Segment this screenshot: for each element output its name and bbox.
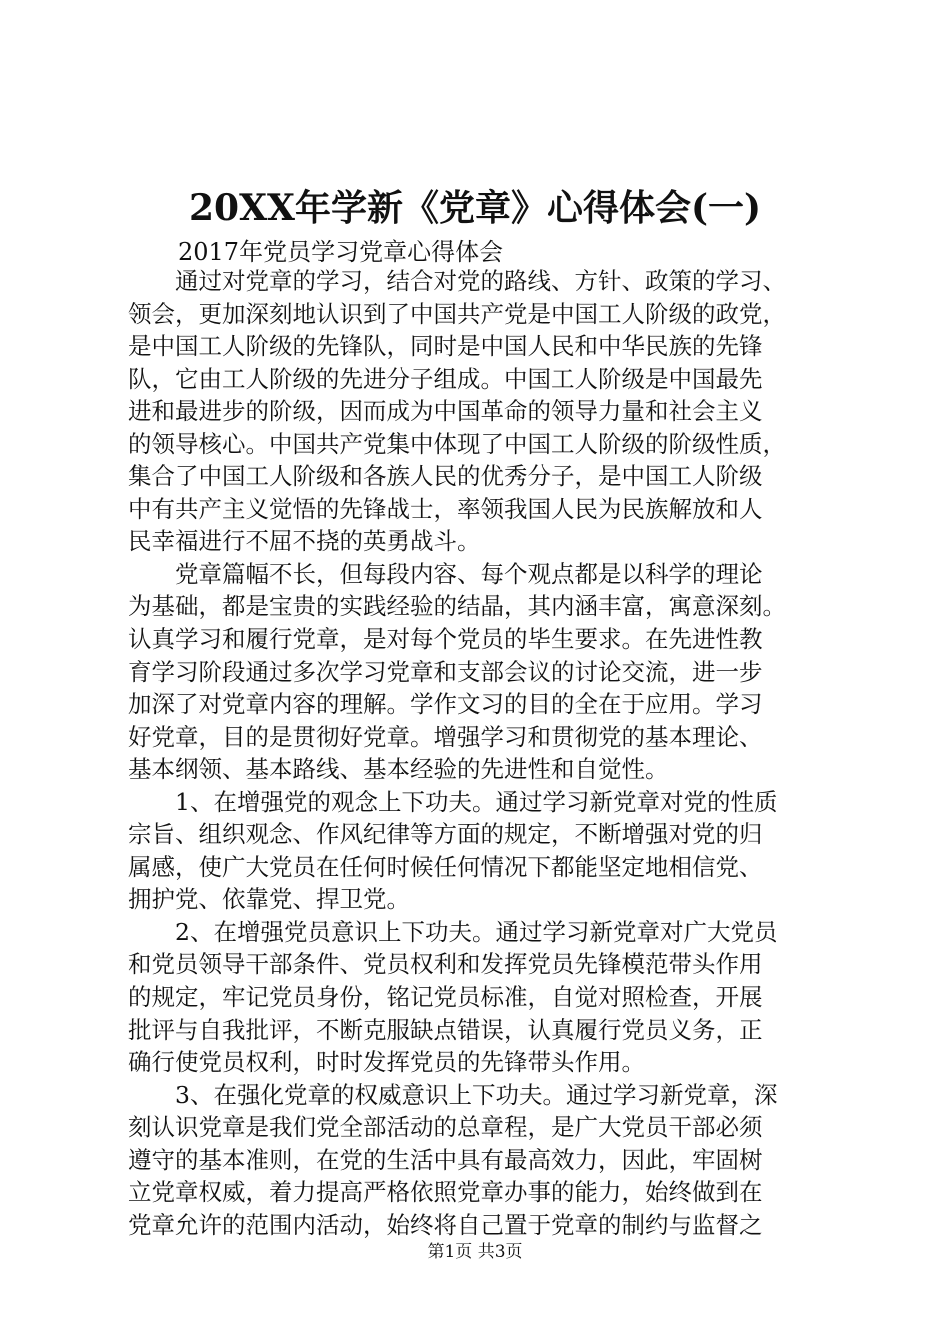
body-line: 立党章权威，着力提高严格依照党章办事的能力，始终做到在	[128, 1178, 763, 1207]
body-line: 遵守的基本准则，在党的生活中具有最高效力，因此，牢固树	[128, 1145, 763, 1174]
body-line: 中有共产主义觉悟的先锋战士，率领我国人民为民族解放和人	[128, 494, 763, 523]
body-line: 加深了对党章内容的理解。学作文习的目的全在于应用。学习	[128, 690, 763, 719]
body-line: 认真学习和履行党章，是对每个党员的毕生要求。在先进性教	[128, 625, 763, 654]
document-subtitle: 2017年党员学习党章心得体会	[178, 238, 504, 266]
body-line: 集合了中国工人阶级和各族人民的优秀分子，是中国工人阶级	[128, 462, 763, 491]
body-line: 进和最进步的阶级，因而成为中国革命的领导力量和社会主义	[128, 397, 763, 426]
body-line: 2、在增强党员意识上下功夫。通过学习新党章对广大党员	[128, 917, 778, 946]
body-line: 宗旨、组织观念、作风纪律等方面的规定，不断增强对党的归	[128, 820, 763, 849]
body-line: 党章篇幅不长，但每段内容、每个观点都是以科学的理论	[128, 559, 763, 588]
body-line: 属感，使广大党员在任何时候任何情况下都能坚定地相信党、	[128, 852, 763, 881]
body-line: 1、在增强党的观念上下功夫。通过学习新党章对党的性质	[128, 787, 778, 816]
body-line: 拥护党、依靠党、捍卫党。	[128, 885, 410, 914]
body-line: 确行使党员权利，时时发挥党员的先锋带头作用。	[128, 1048, 645, 1077]
body-line: 的规定，牢记党员身份，铭记党员标准，自觉对照检查，开展	[128, 983, 763, 1012]
body-line: 刻认识党章是我们党全部活动的总章程，是广大党员干部必须	[128, 1113, 763, 1142]
body-line: 民幸福进行不屈不挠的英勇战斗。	[128, 527, 481, 556]
body-line: 队，它由工人阶级的先进分子组成。中国工人阶级是中国最先	[128, 364, 763, 393]
document-body	[128, 265, 833, 1241]
page-footer: 第1页 共3页	[427, 1242, 523, 1262]
body-line: 和党员领导干部条件、党员权利和发挥党员先锋模范带头作用	[128, 950, 763, 979]
document-title: 20XX年学新《党章》心得体会(一)	[188, 187, 762, 229]
body-line: 党章允许的范围内活动，始终将自己置于党章的制约与监督之	[128, 1210, 763, 1239]
body-line: 领会，更加深刻地认识到了中国共产党是中国工人阶级的政党，	[128, 299, 786, 328]
body-line: 通过对党章的学习，结合对党的路线、方针、政策的学习、	[128, 267, 786, 295]
body-line: 育学习阶段通过多次学习党章和支部会议的讨论交流，进一步	[128, 657, 763, 686]
body-line: 为基础，都是宝贵的实践经验的结晶，其内涵丰富，寓意深刻。	[128, 592, 786, 621]
body-line: 批评与自我批评，不断克服缺点错误，认真履行党员义务，正	[128, 1015, 763, 1044]
body-line: 好党章，目的是贯彻好党章。增强学习和贯彻党的基本理论、	[128, 722, 763, 751]
body-line: 基本纲领、基本路线、基本经验的先进性和自觉性。	[128, 755, 669, 784]
body-line: 的领导核心。中国共产党集中体现了中国工人阶级的阶级性质，	[128, 429, 786, 458]
body-line: 是中国工人阶级的先锋队，同时是中国人民和中华民族的先锋	[128, 332, 763, 361]
body-line: 3、在强化党章的权威意识上下功夫。通过学习新党章，深	[128, 1080, 778, 1109]
